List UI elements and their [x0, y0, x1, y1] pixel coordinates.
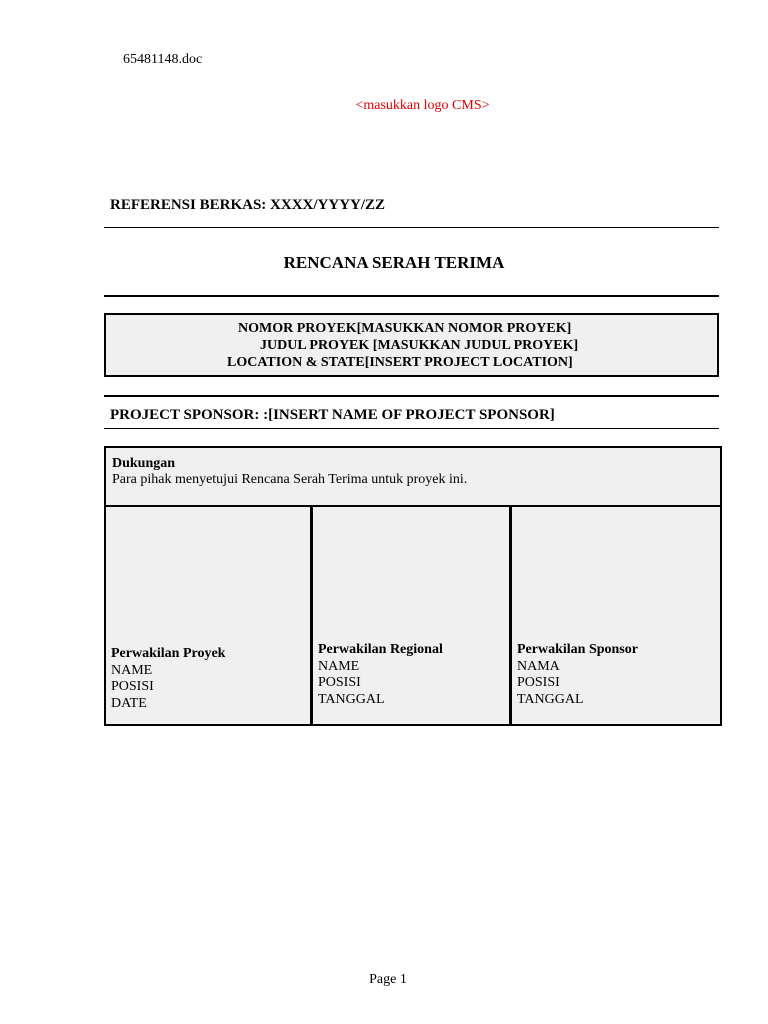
signature-name: NAME — [318, 658, 360, 674]
project-title: JUDUL PROYEK [MASUKKAN JUDUL PROYEK] — [260, 338, 579, 353]
divider — [104, 295, 719, 297]
divider — [104, 428, 719, 429]
signature-table — [104, 505, 722, 726]
page-number: Page 1 — [369, 972, 407, 987]
support-heading: Dukungan — [112, 456, 176, 471]
signature-cell-project — [106, 507, 313, 724]
document-title: RENCANA SERAH TERIMA — [283, 253, 505, 272]
signature-heading: Perwakilan Regional — [318, 642, 443, 657]
signature-date: TANGGAL — [318, 691, 385, 707]
project-sponsor: PROJECT SPONSOR: :[INSERT NAME OF PROJECT SPONSOR] — [110, 407, 555, 423]
signature-position: POSISI — [517, 675, 560, 690]
support-text: Para pihak menyetujui Rencana Serah Terima untuk proyek ini. — [112, 472, 468, 487]
signature-date: TANGGAL — [517, 691, 584, 707]
support-box — [104, 446, 722, 508]
signature-heading: Perwakilan Proyek — [111, 646, 226, 661]
signature-cell-sponsor — [512, 507, 720, 724]
project-info-box — [104, 313, 719, 377]
logo-placeholder: <masukkan logo CMS> — [355, 98, 490, 113]
signature-name: NAMA — [517, 658, 560, 674]
signature-position: POSISI — [318, 675, 361, 690]
signature-position: POSISI — [111, 679, 154, 694]
project-location: LOCATION & STATE[INSERT PROJECT LOCATION] — [227, 355, 573, 370]
signature-name: NAME — [111, 662, 153, 678]
divider — [104, 227, 719, 228]
signature-date: DATE — [111, 695, 147, 711]
file-reference: REFERENSI BERKAS: XXXX/YYYY/ZZ — [110, 197, 386, 213]
signature-cell-regional — [313, 507, 512, 724]
project-number: NOMOR PROYEK[MASUKKAN NOMOR PROYEK] — [238, 321, 572, 336]
document-filename: 65481148.doc — [123, 52, 203, 67]
signature-heading: Perwakilan Sponsor — [517, 642, 638, 657]
divider — [104, 395, 719, 397]
